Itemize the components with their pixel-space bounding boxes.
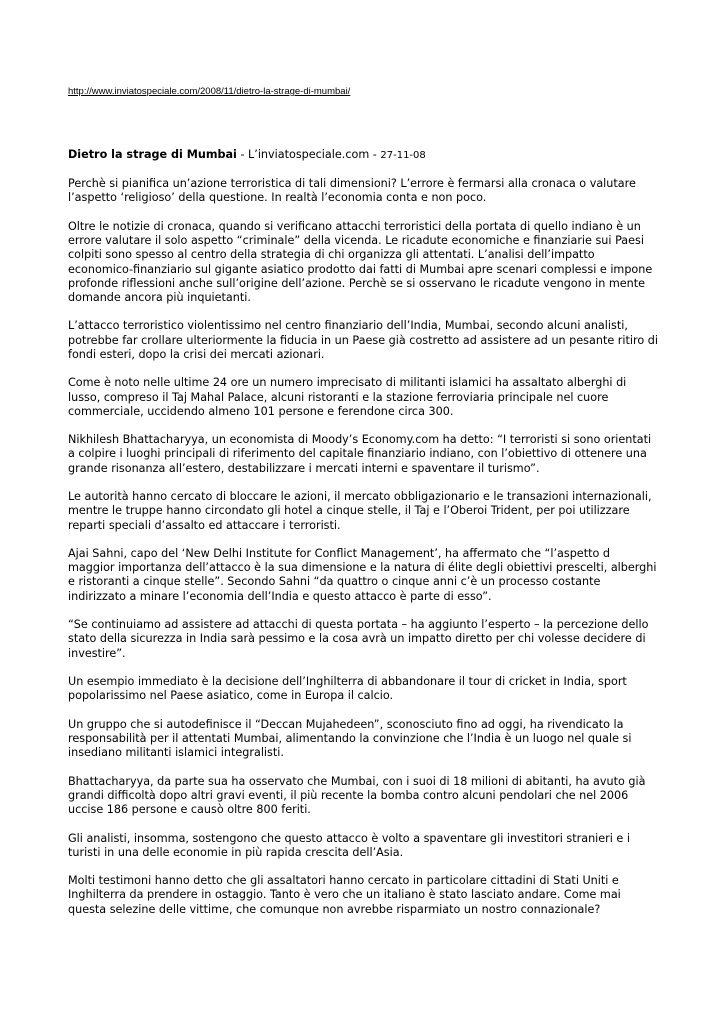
paragraph-8: “Se continuiamo ad assistere ad attacchi di questa portata – ha aggiunto l’esperto – la percezione dello stato della sicurezza in India sarà pessimo e la cosa avrà un impatto diretto per chi volesse decidere di investire”. [68, 618, 649, 660]
article-source: - L’inviatospeciale.com - [236, 148, 381, 161]
paragraph-10: Un gruppo che si autodefinisce il “Deccan Mujahedeen”, sconosciuto fino ad oggi, ha rivendicato la responsabilità per il attentati Mumbai, alimentando la convinzione che l’India è un luogo nel quale si insediano militanti islamici integralisti. [68, 717, 632, 760]
paragraph-7: Ajai Sahni, capo del ‘New Delhi Institute for Conflict Management’, ha affermato che “l’aspetto d maggior importanza dell’attacco è la sua dimensione e la natura di élite degli obiettivi prescelti, alberghi e ristoranti a cinque stelle”. Secondo Sahni “da quattro o cinque anni c’è un processo costante indirizzato a minare l’economia dell’India e questo attacco è parte di esso”. [68, 547, 657, 603]
paragraph-13: Molti testimoni hanno detto che gli assaltatori hanno cercato in particolare cittadini di Stati Uniti e Inghilterra da prendere in ostaggio. Tanto è vero che un italiano è stato lasciato andare. Come mai questa selezine delle vittime, che comunque non avrebbe risparmiato un nostro connazionale? [68, 874, 621, 916]
paragraph-6: Le autorità hanno cercato di bloccare le azioni, il mercato obbligazionario e le transazioni internazionali, mentre le truppe hanno circondato gli hotel a cinque stelle, il Taj e l’Oberoi Trident, per poi utilizzare reparti speciali d’assalto ed attaccare i terroristi. [68, 490, 652, 532]
paragraph-3: L’attacco terroristico violentissimo nel centro finanziario dell’India, Mumbai, secondo alcuni analisti, potrebbe far crollare ulteriormente la fiducia in un Paese già costretto ad assistere ad un pesante ritiro di fondi esteri, dopo la crisi dei mercati azionari. [68, 319, 658, 361]
paragraph-11: Bhattacharyya, da parte sua ha osservato che Mumbai, con i suoi di 18 milioni di abitanti, ha avuto già grandi difficoltà dopo altri gravi eventi, il più recente la bomba contro alcuni pendolari che nel 2006 uccise 186 persone e causò oltre 800 feriti. [68, 774, 646, 817]
paragraph-2: Oltre le notizie di cronaca, quando si verificano attacchi terroristici della portata di quello indiano è un errore valutare il solo aspetto “criminale” della vicenda. Le ricadute economiche e finanziarie sui Paesi colpiti sono spesso al centro della strategia di chi organizza gli attentati. L’analisi dell’impatto economico-finanziario sul gigante asiatico prodotto dai fatti di Mumbai apre scenari complessi e impone profonde riflessioni anche sull’origine dell’azione. Perchè se si osservano le ricadute vengono in mente domande ancora più inquietanti. [68, 219, 653, 304]
article-body [68, 148, 658, 931]
paragraph-5: Nikhilesh Bhattacharyya, un economista di Moody’s Economy.com ha detto: “I terroristi si sono orientati a colpire i luoghi principali di riferimento del capitale finanziario indiano, con l’obiettivo di ottenere una grande risonanza all’estero, destabilizzare i mercati interni e spaventare il turismo”. [68, 433, 652, 475]
paragraph-9: Un esempio immediato è la decisione dell’Inghilterra di abbandonare il tour di cricket in India, sport popolarissimo nel Paese asiatico, come in Europa il calcio. [68, 675, 627, 703]
article-heading [68, 148, 658, 163]
paragraph-4: Come è noto nelle ultime 24 ore un numero imprecisato di militanti islamici ha assaltato alberghi di lusso, compreso il Taj Mahal Palace, alcuni ristoranti e la stazione ferroviaria principale nel cuore commerciale, uccidendo almeno 101 persone e ferendone circa 300. [68, 376, 627, 418]
article-date: 27-11-08 [380, 150, 426, 161]
paragraph-12: Gli analisti, insomma, sostengono che questo attacco è volto a spaventare gli investitori stranieri e i turisti in una delle economie in più rapida crescita dell’Asia. [68, 831, 630, 859]
article-title: Dietro la strage di Mumbai [68, 148, 237, 161]
paragraph-1: Perchè si pianifica un’azione terroristica di tali dimensioni? L’errore è fermarsi alla cronaca o valutare l’aspetto ‘religioso’ della questione. In realtà l’economia conta e non poco. [68, 177, 636, 205]
source-url-link[interactable]: http://www.inviatospeciale.com/2008/11/dietro-la-strage-di-mumbai/ [68, 86, 351, 97]
